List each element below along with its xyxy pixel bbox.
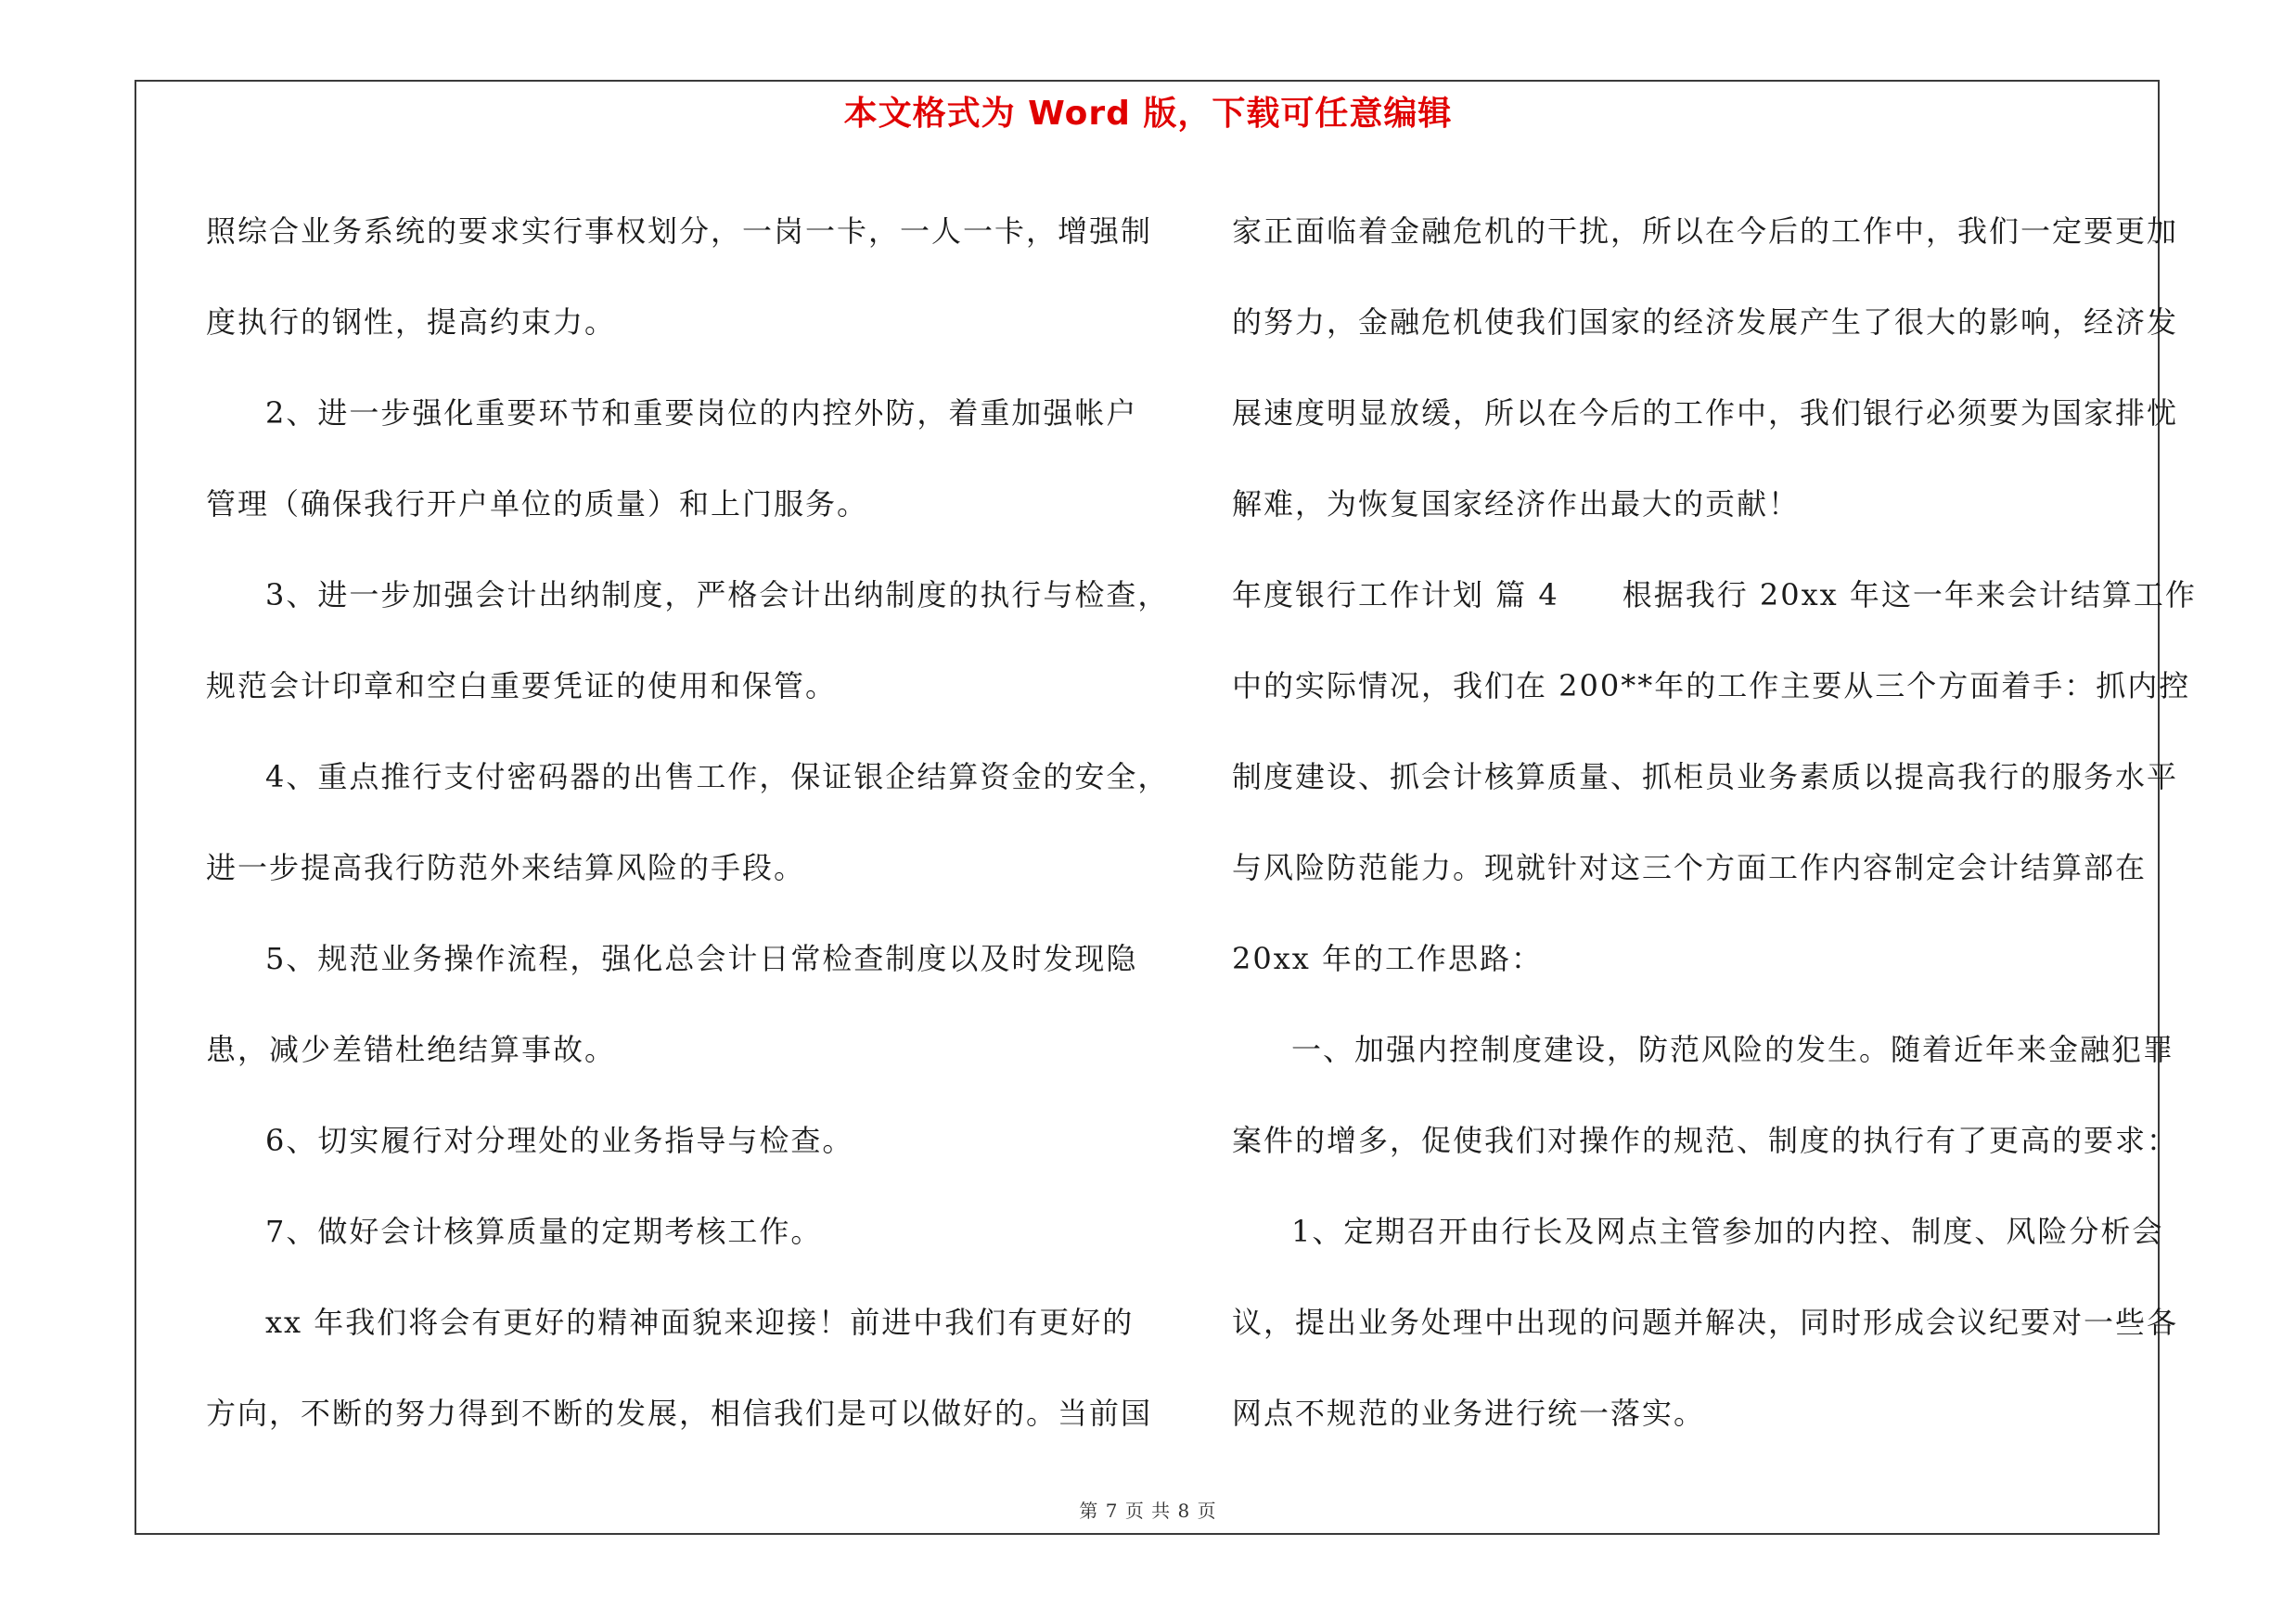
paragraph-line: 规范会计印章和空白重要凭证的使用和保管。	[206, 668, 838, 703]
right-column	[1232, 186, 2197, 1459]
paragraph-line: 4、重点推行支付密码器的出售工作，保证银企结算资金的安全，	[265, 759, 1170, 794]
paragraph-line: 管理（确保我行开户单位的质量）和上门服务。	[206, 486, 869, 522]
paragraph-line: 展速度明显放缓，所以在今后的工作中，我们银行必须要为国家排忧	[1232, 395, 2179, 431]
paragraph-line: 进一步提高我行防范外来结算风险的手段。	[206, 850, 806, 885]
paragraph-line: 网点不规范的业务进行统一落实。	[1232, 1396, 1706, 1431]
format-banner: 本文格式为 Word 版，下载可任意编辑	[843, 95, 1453, 133]
paragraph-line: 3、进一步加强会计出纳制度，严格会计出纳制度的执行与检查，	[265, 577, 1170, 612]
paragraph-line: 6、切实履行对分理处的业务指导与检查。	[265, 1123, 854, 1158]
paragraph-line: 解难，为恢复国家经济作出最大的贡献！	[1232, 486, 1801, 522]
paragraph-line: 度执行的钢性，提高约束力。	[206, 304, 617, 340]
paragraph-line: 20xx 年的工作思路：	[1232, 941, 1543, 976]
paragraph-line: 5、规范业务操作流程，强化总会计日常检查制度以及时发现隐	[265, 941, 1138, 976]
paragraph-line: 患，减少差错杜绝结算事故。	[206, 1032, 617, 1067]
paragraph-line: 的努力，金融危机使我们国家的经济发展产生了很大的影响，经济发	[1232, 304, 2179, 340]
paragraph-line: 与风险防范能力。现就针对这三个方面工作内容制定会计结算部在	[1232, 850, 2148, 885]
paragraph-line: xx 年我们将会有更好的精神面貌来迎接！前进中我们有更好的	[265, 1305, 1135, 1340]
page-footer: 第 7 页 共 8 页	[1079, 1500, 1217, 1522]
paragraph-line: 方向，不断的努力得到不断的发展，相信我们是可以做好的。当前国	[206, 1396, 1153, 1431]
paragraph-line: 7、做好会计核算质量的定期考核工作。	[265, 1214, 823, 1249]
paragraph-line: 一、加强内控制度建设，防范风险的发生。随着近年来金融犯罪	[1291, 1032, 2175, 1067]
paragraph-line: 制度建设、抓会计核算质量、抓柜员业务素质以提高我行的服务水平	[1232, 759, 2179, 794]
paragraph-line: 中的实际情况，我们在 200**年的工作主要从三个方面着手：抓内控	[1232, 668, 2191, 703]
left-column	[206, 186, 1170, 1459]
paragraph-line: 议，提出业务处理中出现的问题并解决，同时形成会议纪要对一些各	[1232, 1305, 2179, 1340]
paragraph-line: 照综合业务系统的要求实行事权划分，一岗一卡，一人一卡，增强制	[206, 213, 1153, 249]
paragraph-line: 2、进一步强化重要环节和重要岗位的内控外防，着重加强帐户	[265, 395, 1138, 431]
paragraph-line: 案件的增多，促使我们对操作的规范、制度的执行有了更高的要求：	[1232, 1123, 2179, 1158]
paragraph-line: 家正面临着金融危机的干扰，所以在今后的工作中，我们一定要更加	[1232, 213, 2179, 249]
paragraph-line: 1、定期召开由行长及网点主管参加的内控、制度、风险分析会	[1291, 1214, 2164, 1249]
paragraph-line: 年度银行工作计划 篇 4 根据我行 20xx 年这一年来会计结算工作	[1232, 577, 2197, 612]
